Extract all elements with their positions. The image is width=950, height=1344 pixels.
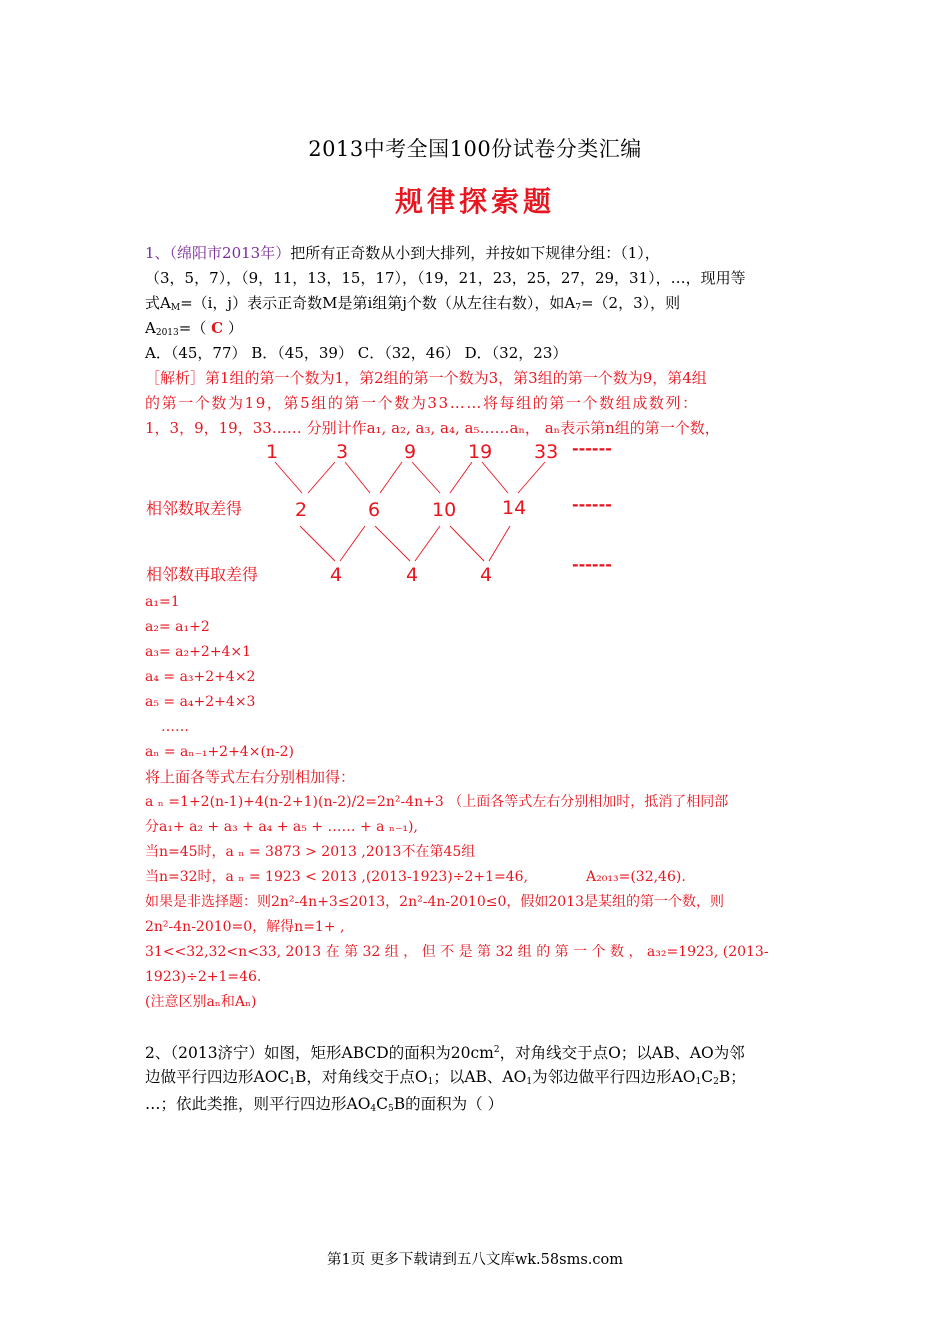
first-difference-4: 14	[502, 497, 527, 519]
page-subtitle: 规律探索题	[394, 185, 555, 218]
analysis-line-3: 1，3，9，19，33…… 分别计作a₁, a₂, a₃, a₄, a₅……aₙ， aₙ表示第n组的第一个数，	[145, 419, 720, 437]
formula-12: 当n=32时，a ₙ = 1923 < 2013 ,(2013-1923)÷2+1=46, A₂₀₁₃=(32,46).	[145, 869, 686, 885]
second-difference-1: 4	[330, 564, 343, 586]
question-2	[145, 1037, 807, 1118]
sequence-value-5: 33	[534, 441, 559, 463]
analysis-line-2: 的第一个数为19，第5组的第一个数为33……将每组的第一个数组成数列：	[145, 394, 699, 412]
second-difference-3: 4	[480, 564, 493, 586]
formula-5: a₅ = a₄+2+4×3	[145, 694, 256, 710]
analysis-line-1: ［解析］第1组的第一个数为1，第2组的第一个数为3，第3组的第一个数为9，第4组	[145, 369, 707, 387]
continuation-dots-2: ------	[572, 495, 612, 514]
formula-4: a₄ = a₃+2+4×2	[145, 669, 256, 685]
formula-list	[145, 590, 807, 1015]
sequence-value-2: 3	[336, 441, 349, 463]
question-2-line-2: 边做平行四边形$AOC_1B$，对角线交于点$O_1$；以AB、$AO_1$为邻边做平行四边形$AO_1C_2B$；	[145, 1068, 746, 1087]
sequence-value-1: 1	[266, 441, 279, 463]
difference-diagram	[140, 436, 660, 592]
first-difference-1: 2	[295, 499, 308, 521]
sequence-value-4: 19	[468, 441, 493, 463]
page-footer: 第1页 更多下载请到五八文库wk.58sms.com	[327, 1252, 623, 1268]
formula-9: a ₙ =1+2(n-1)+4(n-2+1)(n-2)/2=2n²-4n+3 （上面各等式左右分别相加时，抵消了相同部	[145, 794, 729, 810]
continuation-dots-1: ------	[572, 439, 612, 458]
first-difference-label: 相邻数取差得	[146, 499, 243, 518]
question-1-line-2: （3，5，7），（9，11，13，15，17），（19，21，23，25，27，29，31），…，现用等	[145, 269, 746, 287]
question-1-options: A．（45，77） B．（45，39） C．（32，46） D．（32，23）	[145, 344, 568, 362]
question-1-line-3: 式$A_M=(i$，j）表示正奇数M是第i组第j个数（从左往右数），如$A_7=(2$，3），则	[145, 294, 681, 313]
question-1-line-4: $A_{2013}=$（ C ）	[145, 319, 243, 338]
formula-16: 1923)÷2+1=46.	[145, 969, 262, 985]
formula-14: 2n²-4n-2010=0，解得n=1+ ,	[145, 919, 345, 935]
formula-7: aₙ = aₙ₋₁+2+4×(n-2)	[145, 744, 295, 760]
question-source: （绵阳市2013年）	[169, 244, 291, 262]
sequence-value-3: 9	[404, 441, 417, 463]
continuation-dots-3: ------	[572, 555, 612, 574]
formula-17: (注意区别aₙ和Aₙ)	[145, 994, 257, 1010]
formula-6: ……	[161, 719, 189, 735]
answer-choice: C	[211, 319, 224, 337]
formula-10: 分a₁+ a₂ + a₃ + a₄ + a₅ + …… + a ₙ₋₁),	[145, 819, 418, 835]
question-2-line-1: 2、（2013济宁）如图，矩形ABCD的面积为$20cm^2$，对角线交于点O；以AB、AO为邻	[145, 1044, 745, 1062]
first-difference-3: 10	[432, 499, 457, 521]
formula-2: a₂= a₁+2	[145, 619, 210, 635]
second-difference-2: 4	[406, 564, 419, 586]
analysis	[145, 366, 807, 441]
formula-15: 31<<32,32<n<33, 2013 在 第 32 组 ， 但 不 是 第 32 组 的 第 一 个 数 ， a₃₂=1923, (2013-	[145, 944, 769, 960]
formula-3: a₃= a₂+2+4×1	[145, 644, 252, 660]
page-title: 2013中考全国100份试卷分类汇编	[308, 137, 642, 161]
first-difference-2: 6	[368, 499, 381, 521]
second-difference-label: 相邻数再取差得	[146, 565, 259, 584]
question-text: 把所有正奇数从小到大排列，并按如下规律分组：（1），	[290, 244, 660, 262]
formula-1: a₁=1	[145, 594, 180, 610]
formula-11: 当n=45时，a ₙ = 3873 > 2013 ,2013不在第45组	[145, 844, 476, 860]
question-1-line-1	[145, 241, 807, 266]
question-2-line-3: …；依此类推，则平行四边形$AO_4C_5B$的面积为（ ）	[145, 1095, 504, 1114]
question-number: 1、	[145, 244, 170, 262]
formula-8: 将上面各等式左右分别相加得：	[145, 768, 356, 786]
formula-13: 如果是非选择题：则2n²-4n+3≤2013，2n²-4n-2010≤0，假如2013是某组的第一个数，则	[145, 894, 725, 910]
question-1	[145, 241, 807, 366]
